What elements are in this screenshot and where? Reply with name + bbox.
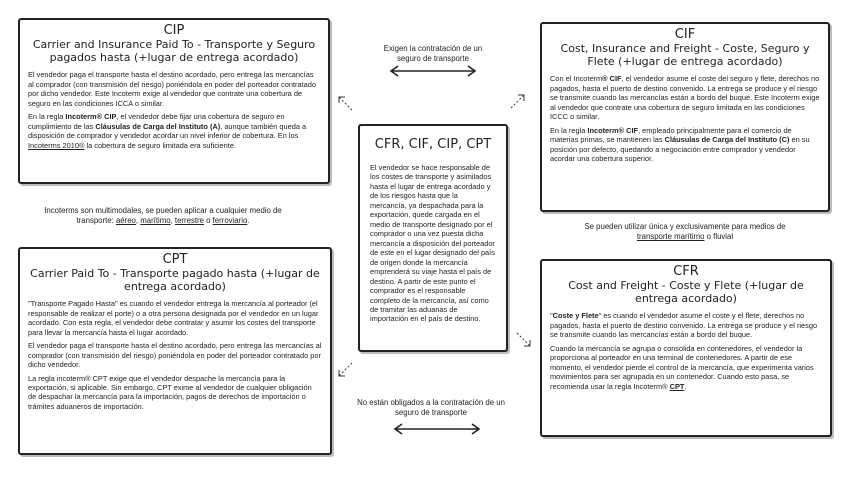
link-transporte-maritimo[interactable]: transporte marítimo xyxy=(636,232,705,242)
cpt-title: CPT xyxy=(162,252,188,267)
cip-paragraph-1: El vendedor paga el transporte hasta el destino acordado, pero entrega las mercancías al comprador (con transmisión del riesgo) poniéndola en poder del porteador contratado por dicho vendedor. Este Incoterm exige al vendedor que contrate una cobertura de seguro en las condiciones ICCA o similar. xyxy=(28,70,316,108)
double-arrow-bottom-icon xyxy=(392,424,482,434)
cfr-subtitle: Cost and Freight - Coste y Flete (+lugar de entrega acordado) xyxy=(568,278,804,305)
link-ferroviario[interactable]: ferroviario xyxy=(212,216,248,226)
center-card xyxy=(358,124,508,352)
link-terrestre[interactable]: terrestre xyxy=(174,216,204,226)
dashed-arrow-to-cip-icon xyxy=(336,94,356,114)
double-arrow-top-icon xyxy=(388,66,478,76)
cfr-paragraph-2: Cuando la mercancía se agrupa o consolida en contenedores, el vendedor la proporciona al porteador en una terminal de contenedores. A partir de ese momento, el vendedor pierde el control de la mercancía, que experimenta varios movimientos para ser agrupada en un contenedor. Cuando esto pasa, se recomienda usar la regla Incoterm® CPT. xyxy=(550,343,814,391)
cpt-paragraph-2: El vendedor paga el transporte hasta el destino acordado, pero entrega las mercancías al comprador (con transmisión del riesgo) poniéndola en poder del porteador contratado por dicho vendedor. xyxy=(28,341,322,370)
dashed-arrow-to-cpt-icon xyxy=(336,360,356,380)
cfr-paragraph-1: "Coste y Flete" es cuando el vendedor asume el coste y el flete, derechos no pagados, hasta el puerto de destino convenido. La entrega se produce y el riesgo se transmite cuando las mercancías están a bordo del buque. xyxy=(550,311,818,340)
cfr-card xyxy=(540,259,832,437)
cif-paragraph-1: Con el Incoterm® CIF, el vendedor asume el coste del seguro y flete, derechos no pagados, hasta el puerto de destino convenido. La entrega se produce y el riesgo se transmite cuando las mercancías están a bordo del buque. Este Incoterm exige al vendedor que contrate una cobertura de seguro limitada en las condiciones ICCC o similar. xyxy=(550,74,820,122)
note-right-maritime: Se pueden utilizar única y exclusivamente para medios de transporte marítimo o fluvial xyxy=(584,222,786,242)
cif-card xyxy=(540,22,830,212)
cfr-title: CFR xyxy=(673,264,699,279)
cpt-subtitle: Carrier Paid To - Transporte pagado hasta (+lugar de entrega acordado) xyxy=(30,266,320,293)
note-left-multimodal: Incoterms son multimodales, se pueden aplicar a cualquier medio de transporte: aéreo, marítimo, terrestre o ferroviario. xyxy=(44,206,282,226)
incoterms-2010-link[interactable]: Incoterms 2010® xyxy=(28,140,85,150)
note-top-insurance-required: Exigen la contratación de un seguro de transporte xyxy=(383,44,483,64)
cip-title: CIP xyxy=(163,23,185,38)
cpt-paragraph-1: "Transporte Pagado Hasta" es cuando el vendedor entrega la mercancía al porteador (el responsable de realizar el porte) o a otra persona designada por el vendedor en un lugar acordado. Con esta regla, el vendedor debe contratar y asumir los costes del transporte para llevar la mercancía hasta el lugar acordado. xyxy=(28,299,319,337)
link-aereo[interactable]: aéreo xyxy=(115,216,136,226)
dashed-arrow-to-cif-icon xyxy=(508,92,528,112)
cip-paragraph-2: En la regla Incoterm® CIP, el vendedor debe fijar una cobertura de seguro en cumplimiento de las Cláusulas de Carga del Instituto (A), aunque también queda a disposición de comprador y vendedor acordar un nivel inferior de cobertura. En los Incoterms 2010® la cobertura de seguro limitada era suficiente. xyxy=(28,112,307,150)
cpt-card xyxy=(18,247,332,455)
cpt-link[interactable]: CPT xyxy=(669,381,685,391)
cif-title: CIF xyxy=(674,27,696,42)
cpt-paragraph-3: La regla incoterm® CPT exige que el vendedor despache la mercancía para la exportación, si aplicable. Sin embargo, CPT exime al vendedor de cualquier obligación de despachar la mercancía para la importación, pagos de derechos de importación o trámites aduaneros de importación. xyxy=(28,373,312,411)
cif-subtitle: Cost, Insurance and Freight - Coste, Seguro y Flete (+lugar de entrega acordado) xyxy=(560,41,810,68)
cif-paragraph-2: En la regla Incoterm® CIF, empleado principalmente para el comercio de materias primas, se mantienen las Cláusulas de Carga del Instituto (C) en su posición por defecto, quedando a negociación entre comprador y vendedor acordar una cobertura superior. xyxy=(550,125,810,163)
center-title: CFR, CIF, CIP, CPT xyxy=(374,137,492,152)
dashed-arrow-to-cfr-icon xyxy=(514,330,534,350)
note-bottom-no-insurance: No están obligados a la contratación de un seguro de transporte xyxy=(357,398,505,418)
cip-subtitle: Carrier and Insurance Paid To - Transporte y Seguro pagados hasta (+lugar de entrega acordado) xyxy=(32,37,316,64)
link-maritimo[interactable]: marítimo xyxy=(140,216,171,226)
cip-card xyxy=(18,18,330,184)
center-body: El vendedor se hace responsable de los costes de transporte y asimilados hasta el lugar de entrega acordado y de los riesgos hasta que la mercancía, ya despachada para la exportación, quede cargada en el medio de transporte designado por el comprador o una vez puesta dicha mercancía a disposición del porteador de este en el lugar designado del país de origen donde la mercancía emprenderá su viaje hasta el país de destino. A partir de este punto el comprador es el responsable completo de la mercancía, así como de tramitar las aduanas de importación en el país de destino. xyxy=(370,162,495,324)
